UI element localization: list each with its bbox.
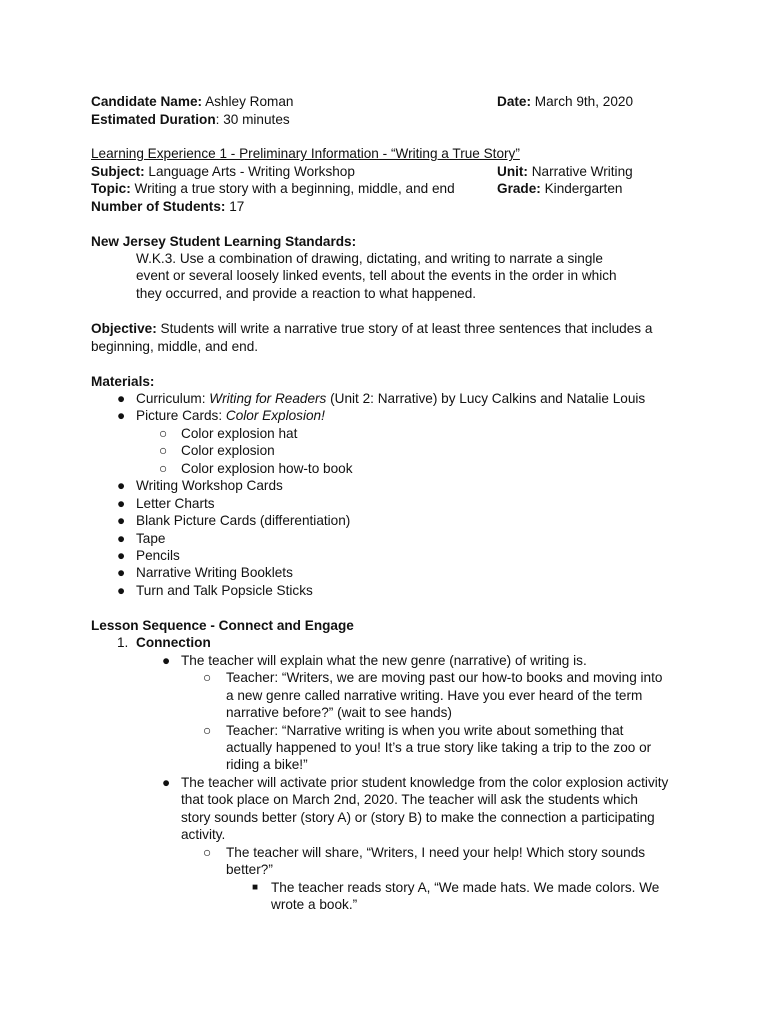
material-item: Blank Picture Cards (differentiation) [136, 513, 351, 528]
sequence-bullet-line: story sounds better (story A) or (story B) to make the connection a participating [181, 810, 655, 825]
circle-bullet-icon: ○ [159, 443, 168, 458]
bullet-icon: ● [117, 391, 126, 406]
sequence-bullet: The teacher will explain what the new genre (narrative) of writing is. [181, 653, 587, 668]
square-bullet-icon: ■ [252, 882, 259, 893]
bullet-icon: ● [117, 496, 126, 511]
circle-bullet-icon: ○ [159, 461, 168, 476]
number-of-students: Number of Students: 17 [91, 199, 245, 214]
material-item: Letter Charts [136, 496, 215, 511]
standards-line: W.K.3. Use a combination of drawing, dictating, and writing to narrate a single [136, 251, 603, 266]
quote-line: Teacher: “Writers, we are moving past our how-to books and moving into [226, 670, 663, 685]
material-sub-item: Color explosion hat [181, 426, 298, 441]
share-line: better?” [226, 862, 273, 877]
material-item-curriculum: Curriculum: Writing for Readers (Unit 2: Narrative) by Lucy Calkins and Natalie Louis [136, 391, 646, 406]
unit: Unit: Narrative Writing [497, 164, 633, 179]
grade: Grade: Kindergarten [497, 181, 623, 196]
standards-line: event or several loosely linked events, tell about the events in the order in which [136, 268, 617, 283]
quote-line: a new genre called narrative writing. Have you ever heard of the term [226, 688, 643, 703]
material-item: Narrative Writing Booklets [136, 565, 293, 580]
circle-bullet-icon: ○ [203, 723, 212, 738]
standards-line: they occurred, and provide a reaction to what happened. [136, 286, 477, 301]
material-item: Pencils [136, 548, 180, 563]
bullet-icon: ● [117, 478, 126, 493]
standards-heading: New Jersey Student Learning Standards: [91, 234, 357, 249]
objective: Objective: Students will write a narrative true story of at least three sentences that includes a [91, 321, 653, 336]
story-line: wrote a book.” [271, 897, 358, 912]
bullet-icon: ● [162, 775, 171, 790]
bullet-icon: ● [162, 653, 171, 668]
lesson-date: Date: March 9th, 2020 [497, 94, 634, 109]
circle-bullet-icon: ○ [159, 426, 168, 441]
story-line: The teacher reads story A, “We made hats. We made colors. We [271, 880, 660, 895]
bullet-icon: ● [117, 408, 126, 423]
bullet-icon: ● [117, 548, 126, 563]
sequence-bullet-line: The teacher will activate prior student knowledge from the color explosion activity [181, 775, 669, 790]
quote-line: actually happened to you! It’s a true story like taking a trip to the zoo or [226, 740, 652, 755]
step-number: 1. [117, 635, 129, 650]
bullet-icon: ● [117, 565, 126, 580]
step-title: Connection [136, 635, 211, 650]
materials-heading: Materials: [91, 374, 155, 389]
material-sub-item: Color explosion [181, 443, 275, 458]
lesson-sequence-heading: Lesson Sequence - Connect and Engage [91, 618, 354, 633]
circle-bullet-icon: ○ [203, 845, 212, 860]
circle-bullet-icon: ○ [203, 670, 212, 685]
quote-line: narrative before?” (wait to see hands) [226, 705, 452, 720]
material-item-picture-cards: Picture Cards: Color Explosion! [136, 408, 325, 423]
bullet-icon: ● [117, 531, 126, 546]
sequence-bullet-line: activity. [181, 827, 226, 842]
subject: Subject: Language Arts - Writing Workshop [91, 164, 355, 179]
material-item: Writing Workshop Cards [136, 478, 283, 493]
material-item: Tape [136, 531, 166, 546]
bullet-icon: ● [117, 583, 126, 598]
candidate-name: Candidate Name: Ashley Roman [91, 94, 294, 109]
objective-continued: beginning, middle, and end. [91, 339, 259, 354]
learning-experience-title: Learning Experience 1 - Preliminary Information - “Writing a True Story” [91, 146, 520, 161]
material-sub-item: Color explosion how-to book [181, 461, 353, 476]
quote-line: riding a bike!” [226, 757, 308, 772]
topic: Topic: Writing a true story with a beginning, middle, and end [91, 181, 455, 196]
material-item: Turn and Talk Popsicle Sticks [136, 583, 313, 598]
quote-line: Teacher: “Narrative writing is when you write about something that [226, 723, 624, 738]
estimated-duration: Estimated Duration: 30 minutes [91, 112, 290, 127]
sequence-bullet-line: that took place on March 2nd, 2020. The teacher will ask the students which [181, 792, 638, 807]
bullet-icon: ● [117, 513, 126, 528]
share-line: The teacher will share, “Writers, I need your help! Which story sounds [226, 845, 646, 860]
